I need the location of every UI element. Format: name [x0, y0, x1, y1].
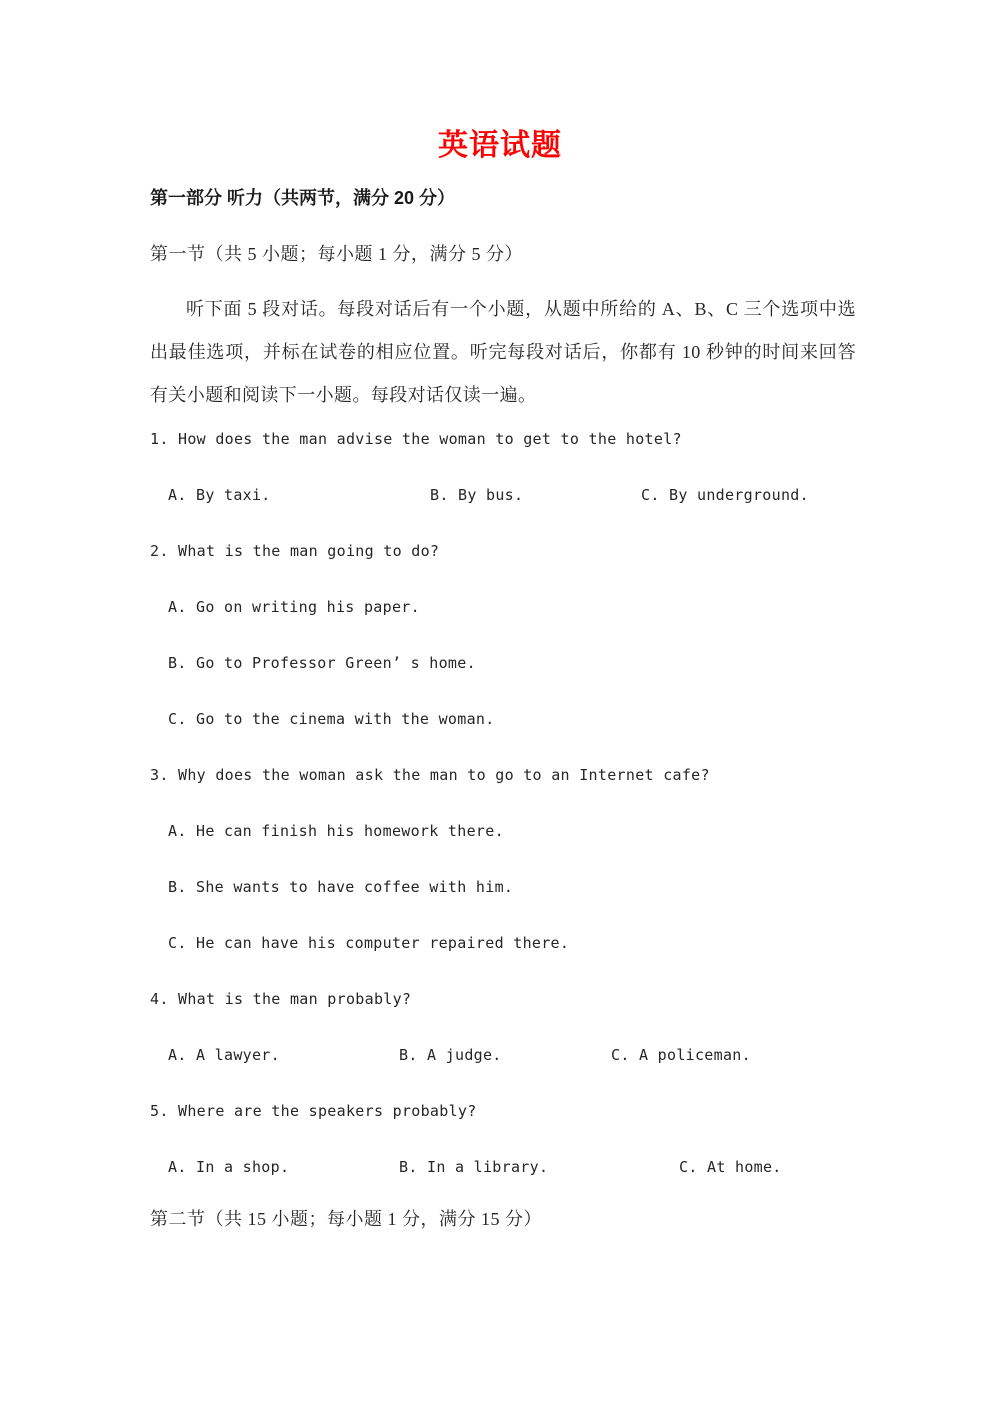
question-1-option-a[interactable]: A. By taxi. — [168, 486, 271, 504]
section-two-heading: 第二节（共 15 小题；每小题 1 分，满分 15 分） — [150, 1209, 542, 1229]
question-5-option-a[interactable]: A. In a shop. — [168, 1158, 290, 1176]
question-5-option-c[interactable]: C. At home. — [679, 1158, 782, 1176]
question-1-option-c[interactable]: C. By underground. — [641, 486, 809, 504]
question-1-option-b[interactable]: B. By bus. — [430, 486, 524, 504]
question-4-stem: 4. What is the man probably? — [150, 990, 412, 1008]
part-one-heading: 第一部分 听力（共两节，满分 20 分） — [150, 188, 456, 208]
section-one-heading: 第一节（共 5 小题；每小题 1 分，满分 5 分） — [150, 244, 523, 264]
question-4-option-b[interactable]: B. A judge. — [399, 1046, 502, 1064]
question-2-option-c[interactable]: C. Go to the cinema with the woman. — [168, 710, 495, 728]
question-5-option-b[interactable]: B. In a library. — [399, 1158, 549, 1176]
question-1-stem: 1. How does the man advise the woman to get to the hotel? — [150, 430, 682, 448]
question-2-stem: 2. What is the man going to do? — [150, 542, 440, 560]
question-2-option-a[interactable]: A. Go on writing his paper. — [168, 598, 420, 616]
question-3-option-b[interactable]: B. She wants to have coffee with him. — [168, 878, 514, 896]
question-3-option-a[interactable]: A. He can finish his homework there. — [168, 822, 504, 840]
question-2-option-b[interactable]: B. Go to Professor Green’ s home. — [168, 654, 476, 672]
question-3-option-c[interactable]: C. He can have his computer repaired there. — [168, 934, 570, 952]
question-4-option-c[interactable]: C. A policeman. — [611, 1046, 751, 1064]
question-5-stem: 5. Where are the speakers probably? — [150, 1102, 477, 1120]
question-3-stem: 3. Why does the woman ask the man to go to an Internet cafe? — [150, 766, 710, 784]
question-4-option-a[interactable]: A. A lawyer. — [168, 1046, 280, 1064]
page-title: 英语试题 — [438, 129, 562, 162]
section-one-instructions: 听下面 5 段对话。每段对话后有一个小题，从题中所给的 A、B、C 三个选项中选出最佳选项，并标在试卷的相应位置。听完每段对话后，你都有 10 秒钟的时间来回答有关小题和阅读下一小题。每段对话仅读一遍。 — [150, 299, 856, 405]
